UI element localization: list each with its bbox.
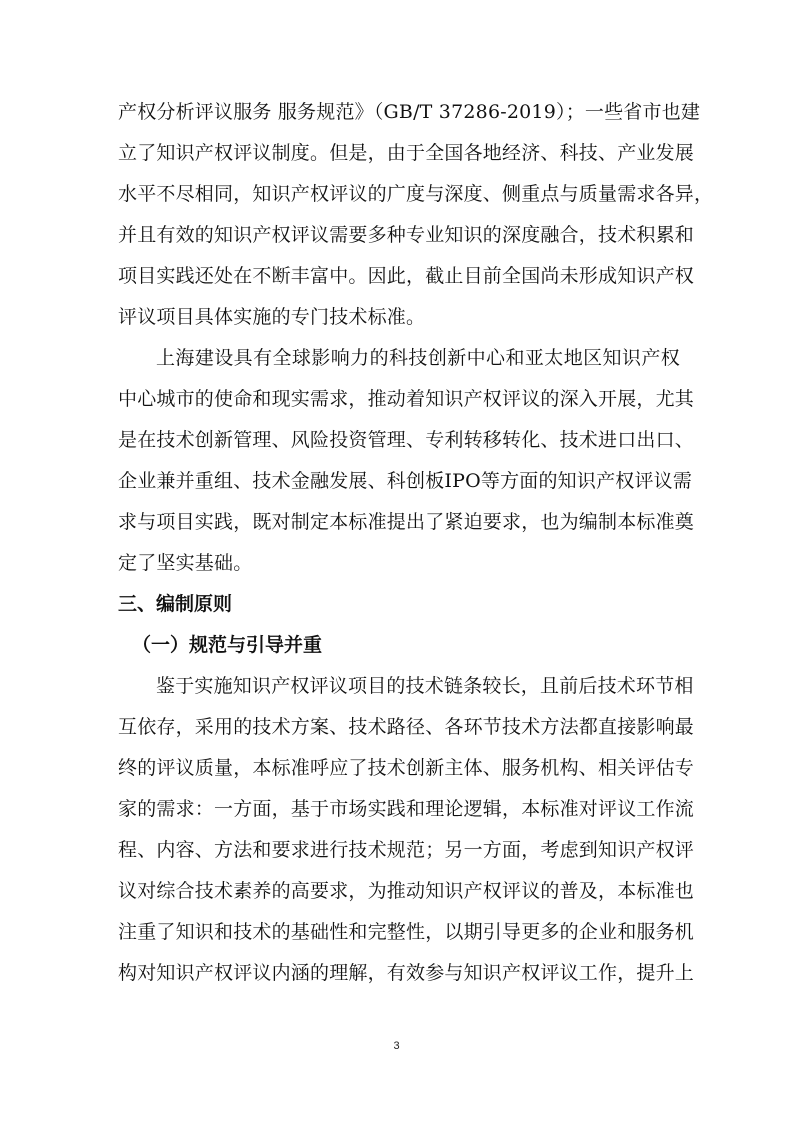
text-line: 程、内容、方法和要求进行技术规范；另一方面，考虑到知识产权评 bbox=[118, 839, 695, 861]
page-number: 3 bbox=[393, 1040, 400, 1052]
page-body bbox=[118, 92, 714, 994]
text-line: 家的需求：一方面，基于市场实践和理论逻辑，本标准对评议工作流 bbox=[118, 798, 695, 820]
text-line: 水平不尽相同，知识产权评议的广度与深度、侧重点与质量需求各异， bbox=[118, 183, 714, 205]
text-line: 上海建设具有全球影响力的科技创新中心和亚太地区知识产权 bbox=[156, 347, 680, 369]
section-heading: 三、编制原则 bbox=[118, 593, 233, 615]
text-line: 项目实践还处在不断丰富中。因此，截止目前全国尚未形成知识产权 bbox=[118, 265, 695, 287]
text-line: 定了坚实基础。 bbox=[118, 552, 253, 574]
text-line: 议对综合技术素养的高要求，为推动知识产权评议的普及，本标准也 bbox=[118, 880, 695, 902]
paragraph-continued bbox=[118, 92, 714, 338]
text-line: 互依存，采用的技术方案、技术路径、各环节技术方法都直接影响最 bbox=[118, 716, 695, 738]
text-line: 立了知识产权评议制度。但是，由于全国各地经济、科技、产业发展 bbox=[118, 142, 695, 164]
text-line: 终的评议质量，本标准呼应了技术创新主体、服务机构、相关评估专 bbox=[118, 757, 695, 779]
text-line: 中心城市的使命和现实需求，推动着知识产权评议的深入开展，尤其 bbox=[118, 388, 695, 410]
paragraph-principle bbox=[118, 666, 695, 994]
text-line: 是在技术创新管理、风险投资管理、专利转移转化、技术进口出口、 bbox=[118, 429, 695, 451]
subsection-heading: （一）规范与引导并重 bbox=[132, 634, 323, 656]
text-line: 并且有效的知识产权评议需要多种专业知识的深度融合，技术积累和 bbox=[118, 224, 695, 246]
text-line: 求与项目实践，既对制定本标准提出了紧迫要求，也为编制本标准奠 bbox=[118, 511, 695, 533]
paragraph-shanghai bbox=[118, 338, 695, 584]
text-line: 鉴于实施知识产权评议项目的技术链条较长，且前后技术环节相 bbox=[156, 675, 694, 697]
text-line: 产权分析评议服务 服务规范》（GB/T 37286-2019）；一些省市也建 bbox=[118, 101, 701, 123]
text-line: 评议项目具体实施的专门技术标准。 bbox=[118, 306, 426, 328]
text-line: 构对知识产权评议内涵的理解，有效参与知识产权评议工作，提升上 bbox=[118, 962, 695, 984]
text-line: 注重了知识和技术的基础性和完整性，以期引导更多的企业和服务机 bbox=[118, 921, 695, 943]
text-line: 企业兼并重组、技术金融发展、科创板IPO等方面的知识产权评议需 bbox=[118, 470, 693, 492]
